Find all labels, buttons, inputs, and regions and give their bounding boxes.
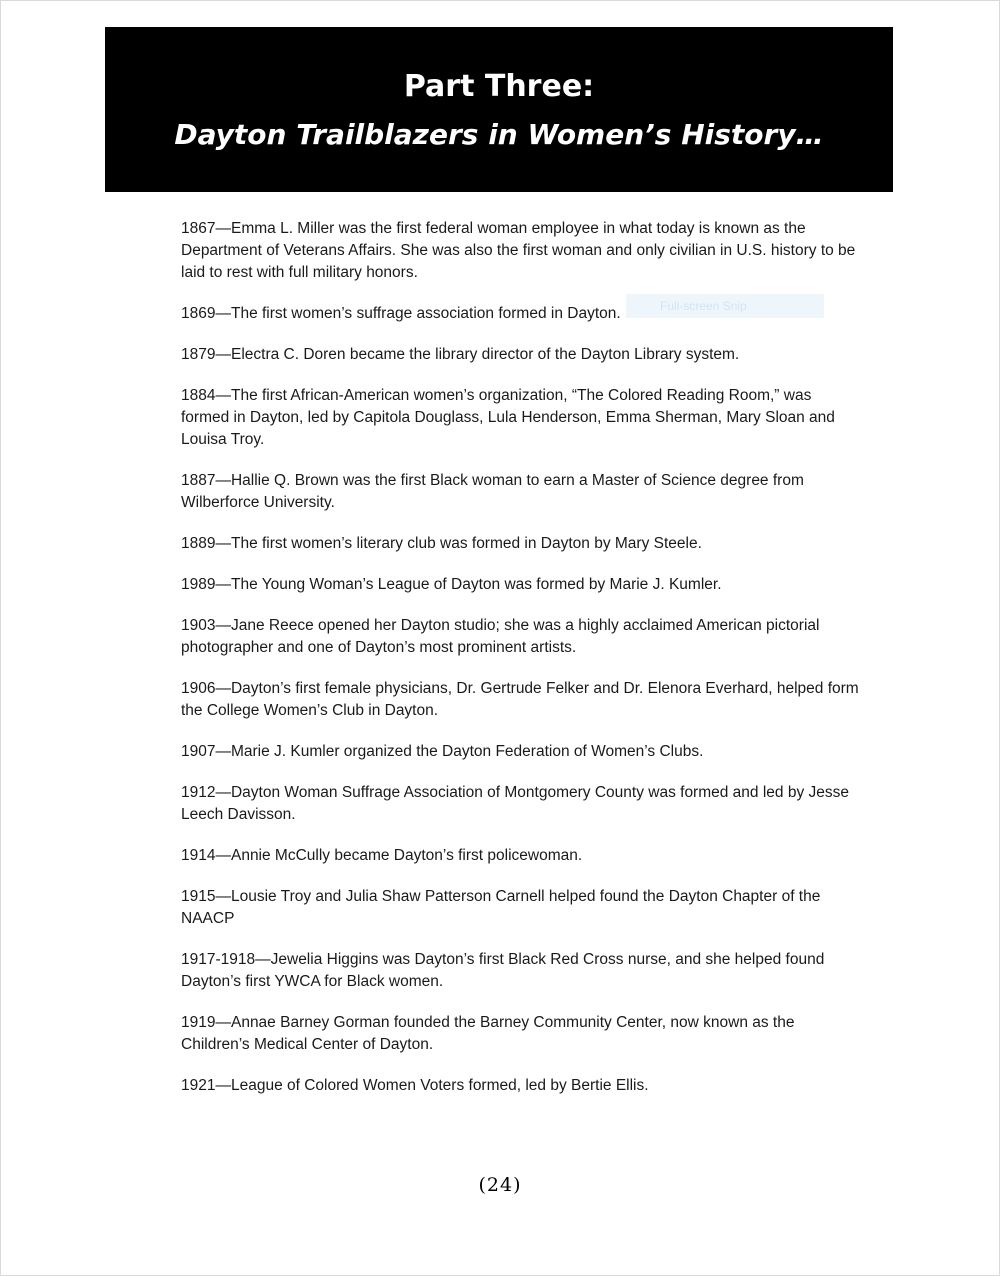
timeline-entry-1919: 1919—Annae Barney Gorman founded the Barney Community Center, now known as the Children’s Medical Center of Dayton. bbox=[181, 1014, 795, 1053]
timeline-entry-1917-1918: 1917-1918—Jewelia Higgins was Dayton’s first Black Red Cross nurse, and she helped found Dayton’s first YWCA for Black women. bbox=[181, 951, 825, 990]
timeline-entry-1914: 1914—Annie McCully became Dayton’s first policewoman. bbox=[181, 847, 583, 864]
timeline-list bbox=[181, 218, 861, 1116]
timeline-entry-1887: 1887—Hallie Q. Brown was the first Black woman to earn a Master of Science degree from Wilberforce University. bbox=[181, 472, 804, 511]
snip-tooltip: Full-screen Snip bbox=[626, 294, 824, 318]
timeline-entry-1906: 1906—Dayton’s first female physicians, Dr. Gertrude Felker and Dr. Elenora Everhard, helped form the College Women’s Club in Dayton. bbox=[181, 680, 859, 719]
page-number: (24) bbox=[478, 1174, 522, 1196]
timeline-entry-1921: 1921—League of Colored Women Voters formed, led by Bertie Ellis. bbox=[181, 1077, 649, 1094]
timeline-entry-1907: 1907—Marie J. Kumler organized the Dayton Federation of Women’s Clubs. bbox=[181, 743, 704, 760]
timeline-entry-1915: 1915—Lousie Troy and Julia Shaw Patterson Carnell helped found the Dayton Chapter of the NAACP bbox=[181, 888, 821, 927]
timeline-entry-1912: 1912—Dayton Woman Suffrage Association of Montgomery County was formed and led by Jesse Leech Davisson. bbox=[181, 784, 850, 823]
timeline-entry-1867: 1867—Emma L. Miller was the first federal woman employee in what today is known as the Department of Veterans Affairs. She was also the first woman and only civilian in U.S. history to be laid to rest with full military honors. bbox=[181, 220, 856, 281]
timeline-entry-1884: 1884—The first African-American women’s organization, “The Colored Reading Room,” was formed in Dayton, led by Capitola Douglass, Lula Henderson, Emma Sherman, Mary Sloan and Louisa Troy. bbox=[181, 387, 835, 448]
timeline-entry-1889: 1889—The first women’s literary club was formed in Dayton by Mary Steele. bbox=[181, 535, 702, 552]
header-banner bbox=[105, 27, 893, 192]
timeline-entry-1869: 1869—The first women’s suffrage association formed in Dayton. bbox=[181, 305, 621, 322]
timeline-entry-1879: 1879—Electra C. Doren became the library director of the Dayton Library system. bbox=[181, 346, 740, 363]
page-title: Part Three: bbox=[403, 69, 595, 104]
timeline-entry-1989: 1989—The Young Woman’s League of Dayton was formed by Marie J. Kumler. bbox=[181, 576, 722, 593]
timeline-entry-1903: 1903—Jane Reece opened her Dayton studio; she was a highly acclaimed American pictorial photographer and one of Dayton’s most prominent artists. bbox=[181, 617, 820, 656]
page-subtitle: Dayton Trailblazers in Women’s History… bbox=[174, 118, 824, 151]
